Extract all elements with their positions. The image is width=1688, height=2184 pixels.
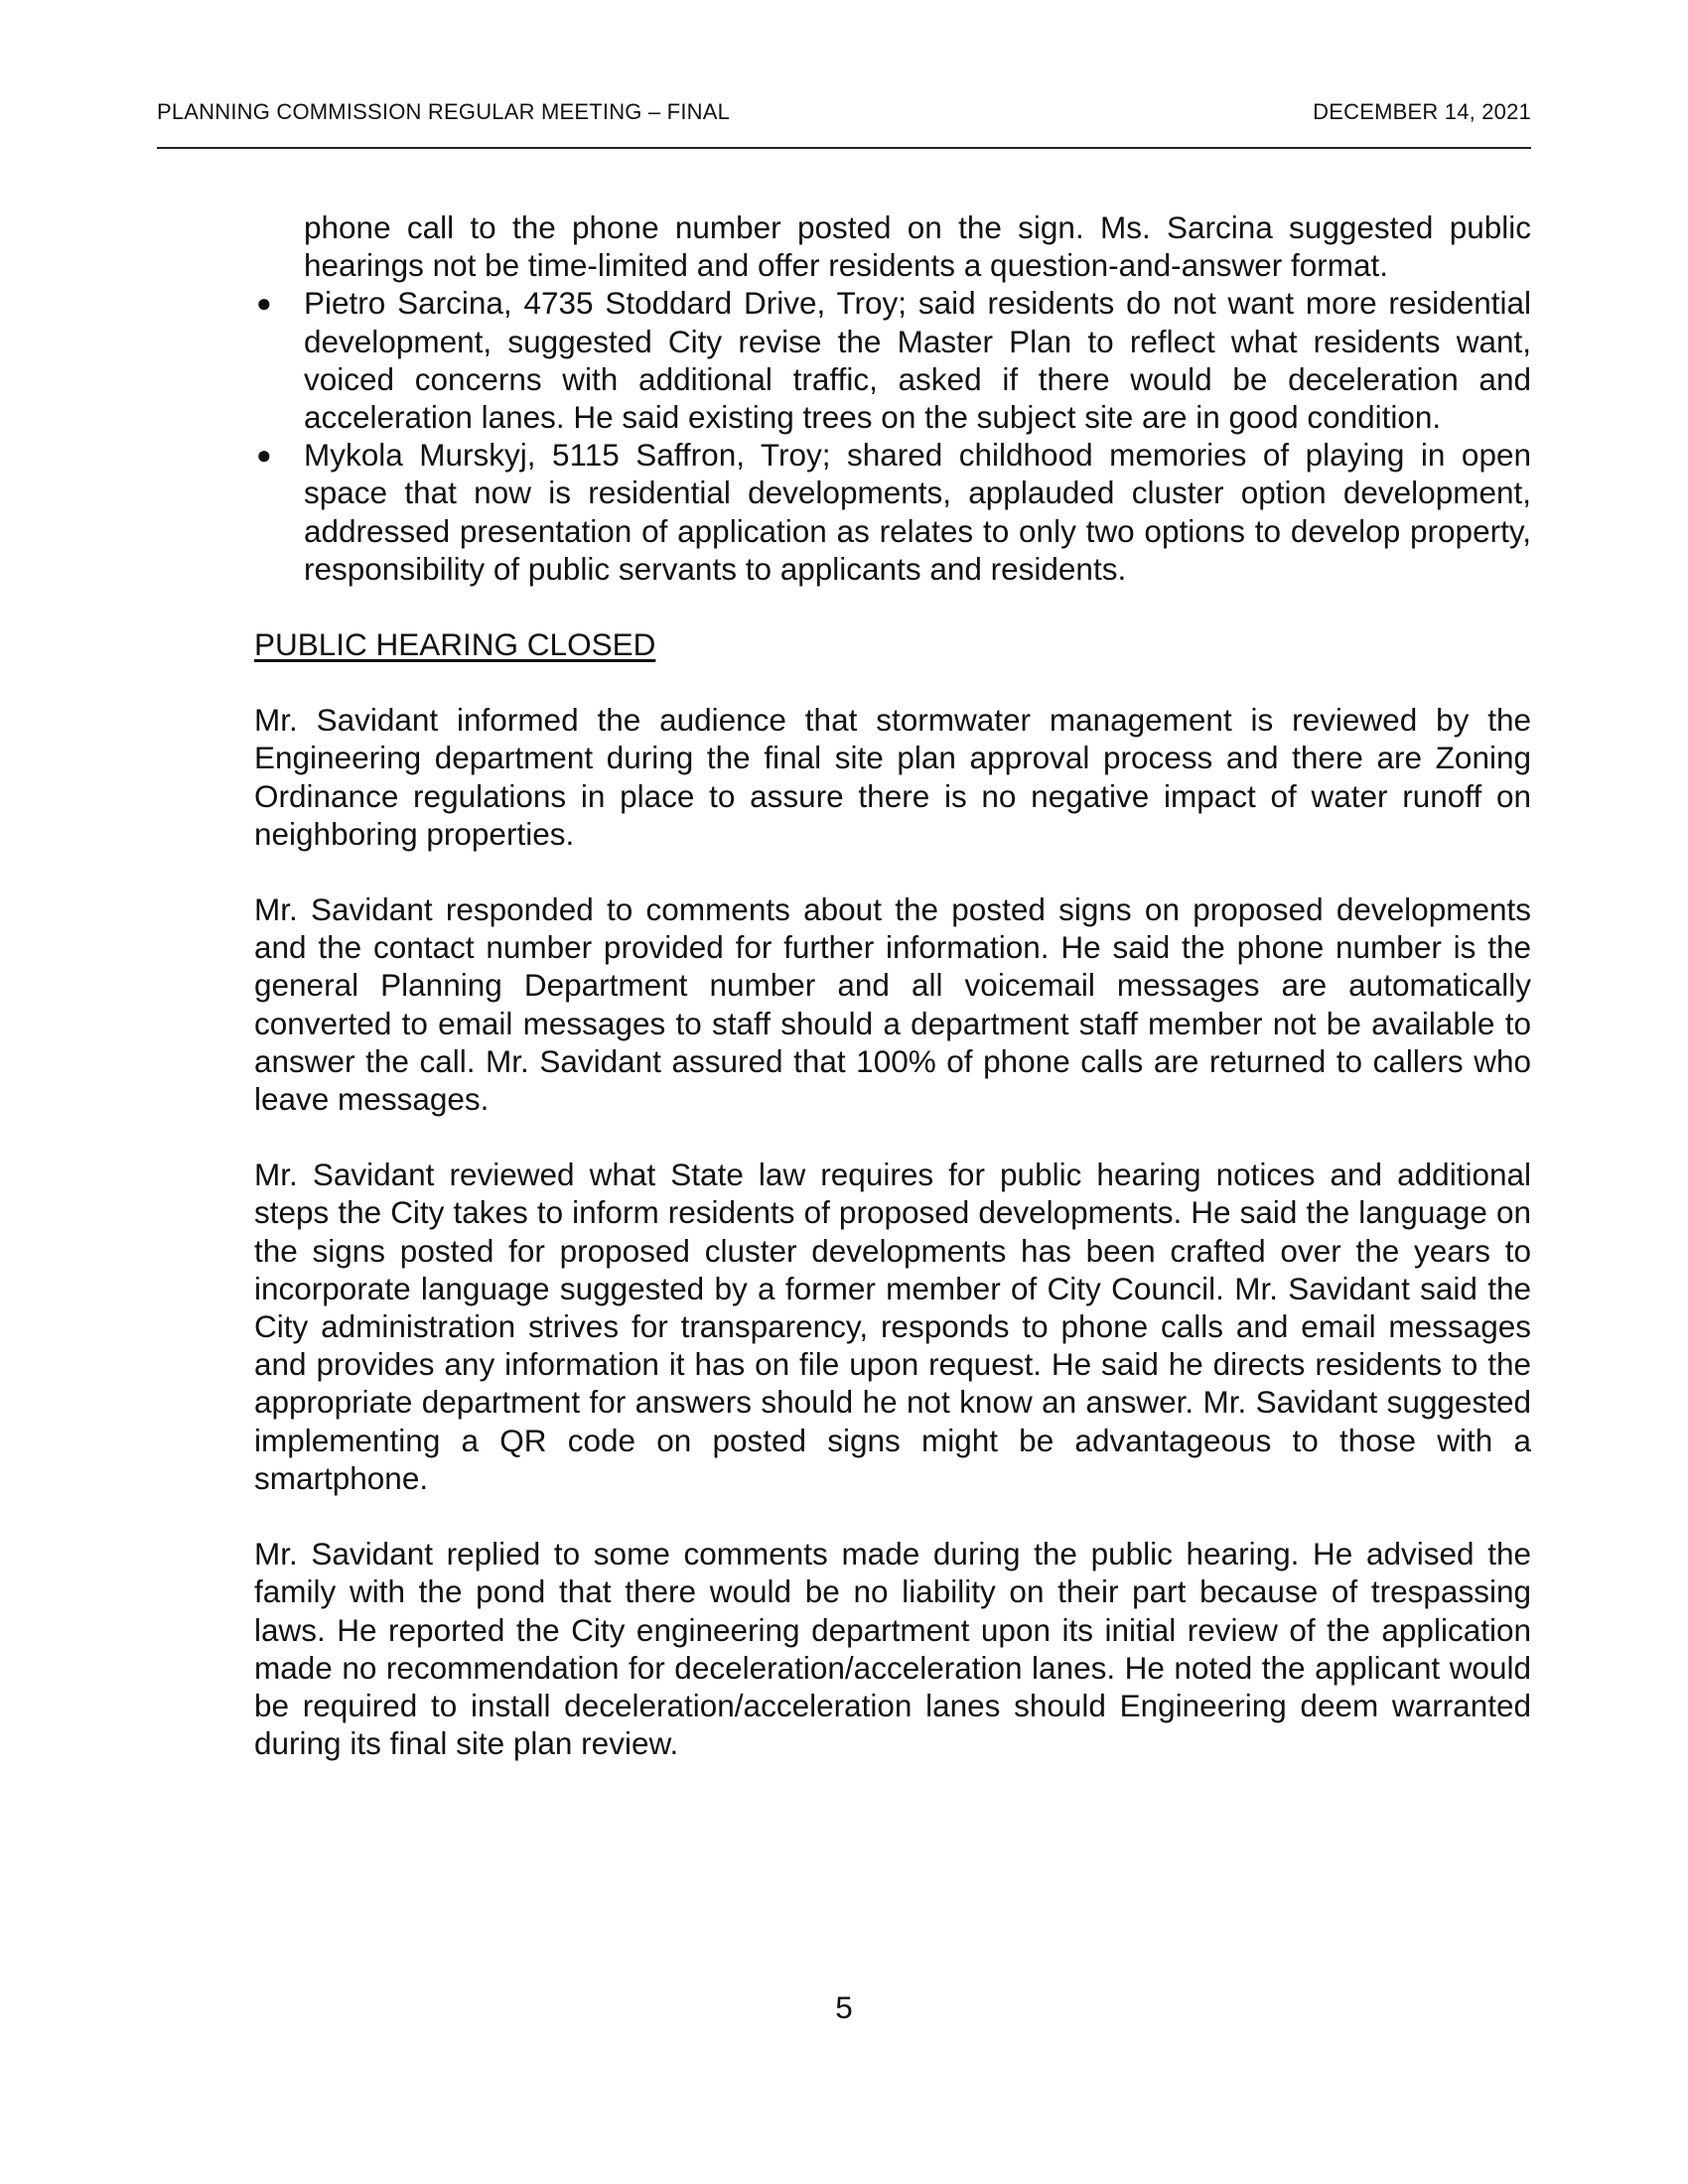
paragraph: Mr. Savidant replied to some comments made during the public hearing. He advised the family with the pond that there would be no liability on their part because of trespassing laws. He reported the City engineering department upon its initial review of the application made no recommendation for deceleration/acceleration lanes. He noted the applicant would be required to install deceleration/acceleration lanes should Engineering deem warranted during its final site plan review. xyxy=(254,1536,1531,1762)
bullet-icon: ● xyxy=(256,288,272,319)
list-item xyxy=(254,284,1531,436)
list-item-text: Pietro Sarcina, 4735 Stoddard Drive, Troy; said residents do not want more residential development, suggested City revise the Master Plan to reflect what residents want, voiced concerns with additional traffic, asked if there would be deceleration and acceleration lanes. He said existing trees on the subject site are in good condition. xyxy=(304,285,1531,436)
page-number: 5 xyxy=(835,1989,853,2025)
paragraph: Mr. Savidant informed the audience that stormwater management is reviewed by the Engineering department during the final site plan approval process and there are Zoning Ordinance regulations in place to assure there is no negative impact of water runoff on neighboring properties. xyxy=(254,702,1531,852)
list-item-text: Mykola Murskyj, 5115 Saffron, Troy; shared childhood memories of playing in open space that now is residential developments, applauded cluster option development, addressed presentation of application as relates to only two options to develop property, responsibility of public servants to applicants and residents. xyxy=(304,437,1531,587)
page-header xyxy=(157,97,1531,127)
header-date: DECEMBER 14, 2021 xyxy=(1313,99,1531,124)
page-body xyxy=(254,208,1531,1762)
paragraph: Mr. Savidant reviewed what State law requires for public hearing notices and additional steps the City takes to inform residents of proposed developments. He said the language on the signs posted for proposed cluster developments has been crafted over the years to incorporate language suggested by a former member of City Council. Mr. Savidant said the City administration strives for transparency, responds to phone calls and email messages and provides any information it has on file upon request. He said he directs residents to the appropriate department for answers should he not know an answer. Mr. Savidant suggested implementing a QR code on posted signs might be advantageous to those with a smartphone. xyxy=(254,1157,1531,1496)
paragraph: Mr. Savidant responded to comments about the posted signs on proposed developments and the contact number provided for further information. He said the phone number is the general Planning Department number and all voicemail messages are automatically converted to email messages to staff should a department staff member not be available to answer the call. Mr. Savidant assured that 100% of phone calls are returned to callers who leave messages. xyxy=(254,891,1531,1118)
header-divider xyxy=(157,147,1531,149)
list-item xyxy=(254,436,1531,588)
bullet-icon: ● xyxy=(256,440,272,471)
section-heading: PUBLIC HEARING CLOSED xyxy=(254,626,656,663)
public-comment-list xyxy=(254,284,1531,588)
header-meeting-title: PLANNING COMMISSION REGULAR MEETING – FINAL xyxy=(157,99,731,124)
bullet-continuation-text: phone call to the phone number posted on the sign. Ms. Sarcina suggested public hearings not be time-limited and offer residents a question-and-answer format. xyxy=(304,209,1531,284)
